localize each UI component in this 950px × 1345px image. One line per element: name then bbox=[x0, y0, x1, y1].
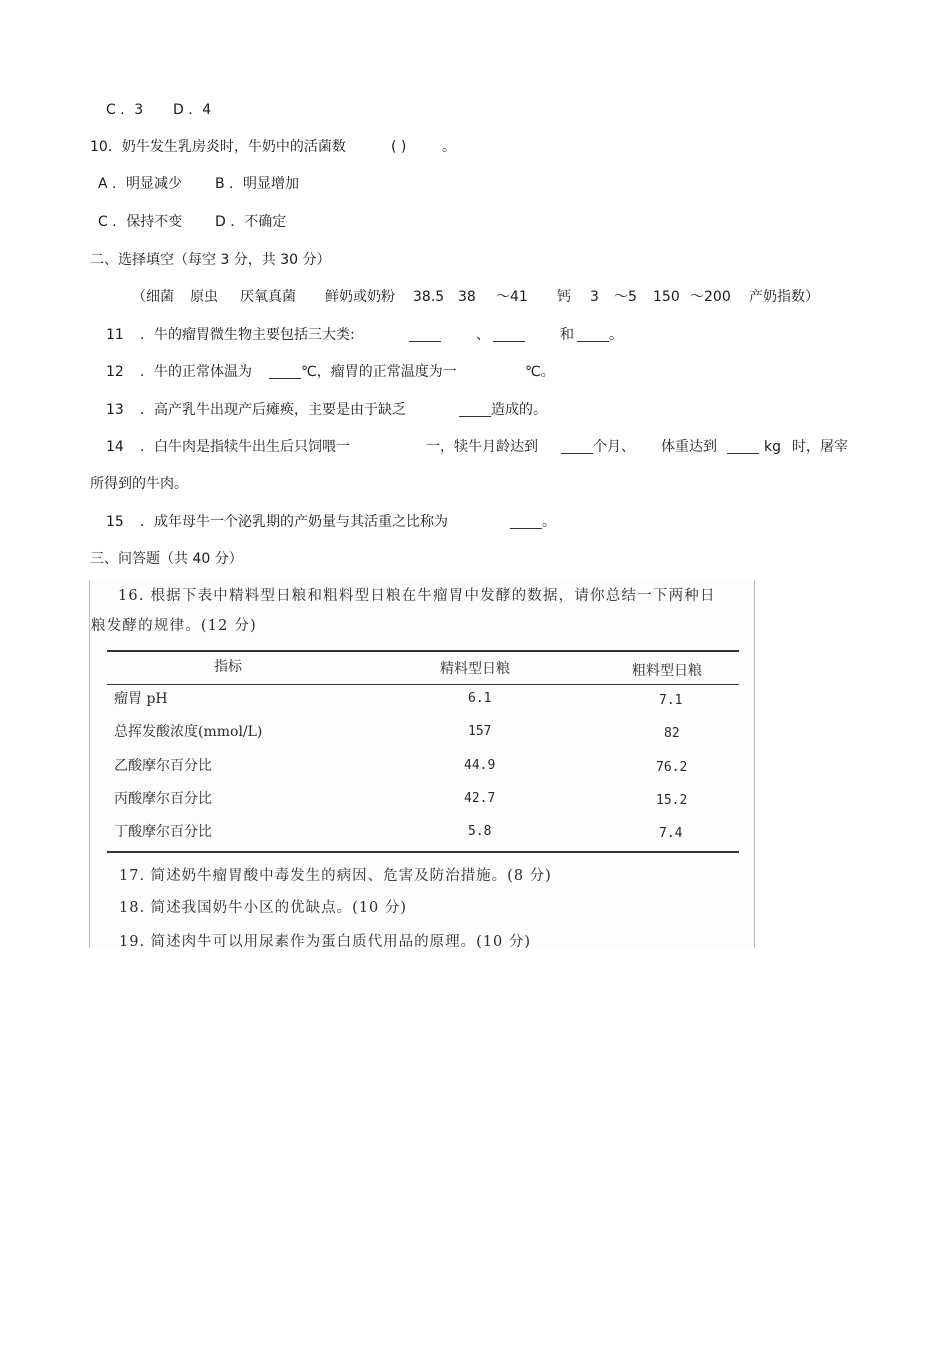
table-header-roughage: 粗料型日粮 bbox=[632, 663, 702, 679]
choice-item: 38 bbox=[458, 289, 476, 305]
question-text: 时，屠宰 bbox=[792, 439, 848, 455]
scanned-question-image bbox=[89, 580, 755, 948]
row-label: 丙酸摩尔百分比 bbox=[114, 791, 212, 807]
answer-blank[interactable] bbox=[493, 327, 525, 342]
answer-blank[interactable] bbox=[561, 439, 593, 454]
question-end: 。 bbox=[609, 327, 623, 343]
question-17: 17. 简述奶牛瘤胃酸中毒发生的病因、危害及防治措施。(8 分) bbox=[119, 868, 552, 884]
question-16-line2: 粮发酵的规律。(12 分) bbox=[91, 618, 257, 634]
section-heading: 三、问答题（共 40 分） bbox=[90, 551, 243, 567]
option-c: C ．保持不变 bbox=[98, 214, 183, 230]
roughage-value: 76.2 bbox=[656, 760, 688, 775]
question-text: ．高产乳牛出现产后瘫痪，主要是由于缺乏 bbox=[140, 402, 406, 418]
question-number: 15 bbox=[106, 514, 124, 530]
question-text: 一，犊牛月龄达到 bbox=[426, 439, 538, 455]
roughage-value: 82 bbox=[664, 726, 680, 741]
question-text: 体重达到 bbox=[661, 439, 717, 455]
option-d: D ．不确定 bbox=[215, 214, 287, 230]
question-text: ．牛的正常体温为 bbox=[140, 364, 252, 380]
choice-item: ～5 bbox=[614, 289, 637, 305]
question-19: 19. 简述肉牛可以用尿素作为蛋白质代用品的原理。(10 分) bbox=[119, 934, 532, 950]
choice-item: 38.5 bbox=[413, 289, 445, 305]
question-end: ℃。 bbox=[525, 364, 555, 380]
option-b: B ．明显增加 bbox=[215, 176, 300, 192]
choice-item: 钙 bbox=[557, 289, 571, 305]
question-number: 11 bbox=[106, 327, 124, 343]
row-label: 瘤胃 pH bbox=[114, 691, 168, 707]
concentrate-value: 44.9 bbox=[464, 758, 496, 773]
row-label: 总挥发酸浓度(mmol/L) bbox=[114, 724, 263, 740]
answer-blank[interactable] bbox=[459, 402, 491, 417]
question-text: ．成年母牛一个泌乳期的产奶量与其活重之比称为 bbox=[140, 514, 448, 530]
separator: 和 bbox=[560, 327, 574, 343]
concentrate-value: 157 bbox=[468, 724, 492, 739]
answer-blank[interactable] bbox=[409, 327, 441, 342]
question-text: ．白牛肉是指犊牛出生后只饲喂一 bbox=[140, 439, 350, 455]
answer-blank[interactable] bbox=[727, 439, 759, 454]
question-18: 18. 简述我国奶牛小区的优缺点。(10 分) bbox=[119, 900, 408, 916]
question-text: ℃，瘤胃的正常温度为一 bbox=[301, 364, 457, 380]
choice-item: 厌氧真菌 bbox=[240, 289, 296, 305]
question-end: 。 bbox=[442, 139, 456, 155]
section-heading: 二、选择填空（每空 3 分，共 30 分） bbox=[90, 252, 331, 268]
question-text: 个月、 bbox=[593, 439, 635, 455]
roughage-value: 7.1 bbox=[659, 693, 683, 708]
choice-item: 3 bbox=[590, 289, 599, 305]
choice-item: （细菌 bbox=[132, 289, 174, 305]
table-header-rule bbox=[107, 684, 739, 685]
option-c: C ．3 bbox=[106, 102, 144, 118]
answer-blank[interactable] bbox=[577, 327, 609, 342]
table-header-concentrate: 精料型日粮 bbox=[440, 661, 510, 677]
row-label: 丁酸摩尔百分比 bbox=[114, 824, 212, 840]
choice-item: 原虫 bbox=[190, 289, 218, 305]
answer-blank[interactable] bbox=[269, 364, 301, 379]
option-d: D ．4 bbox=[173, 102, 212, 118]
roughage-value: 15.2 bbox=[656, 793, 688, 808]
table-top-rule bbox=[107, 650, 739, 652]
separator: 、 bbox=[476, 327, 490, 343]
choice-item: 鲜奶或奶粉 bbox=[325, 289, 395, 305]
choice-item: 150 bbox=[653, 289, 680, 305]
unit-label: kg bbox=[764, 439, 781, 455]
question-number: 14 bbox=[106, 439, 124, 455]
table-header-indicator: 指标 bbox=[214, 659, 242, 675]
question-14-continuation: 所得到的牛肉。 bbox=[90, 476, 188, 492]
concentrate-value: 6.1 bbox=[468, 691, 492, 706]
answer-paren: ( ) bbox=[391, 139, 407, 155]
question-text: ．牛的瘤胃微生物主要包括三大类: bbox=[140, 327, 355, 343]
concentrate-value: 42.7 bbox=[464, 791, 496, 806]
question-end: 。 bbox=[542, 514, 556, 530]
roughage-value: 7.4 bbox=[659, 826, 683, 841]
option-a: A ．明显减少 bbox=[98, 176, 183, 192]
choice-item: ～41 bbox=[496, 289, 528, 305]
choice-item: ～200 bbox=[690, 289, 731, 305]
question-number: 13 bbox=[106, 402, 124, 418]
table-bottom-rule bbox=[107, 851, 739, 853]
question-16-line1: 16. 根据下表中精料型日粮和粗料型日粮在牛瘤胃中发酵的数据，请你总结一下两种日 bbox=[118, 588, 716, 604]
question-end: 造成的。 bbox=[491, 402, 547, 418]
question-number: 12 bbox=[106, 364, 124, 380]
question-stem: 10．奶牛发生乳房炎时，牛奶中的活菌数 bbox=[90, 139, 346, 155]
concentrate-value: 5.8 bbox=[468, 824, 492, 839]
choice-item: 产奶指数） bbox=[749, 289, 819, 305]
row-label: 乙酸摩尔百分比 bbox=[114, 758, 212, 774]
answer-blank[interactable] bbox=[510, 514, 542, 529]
